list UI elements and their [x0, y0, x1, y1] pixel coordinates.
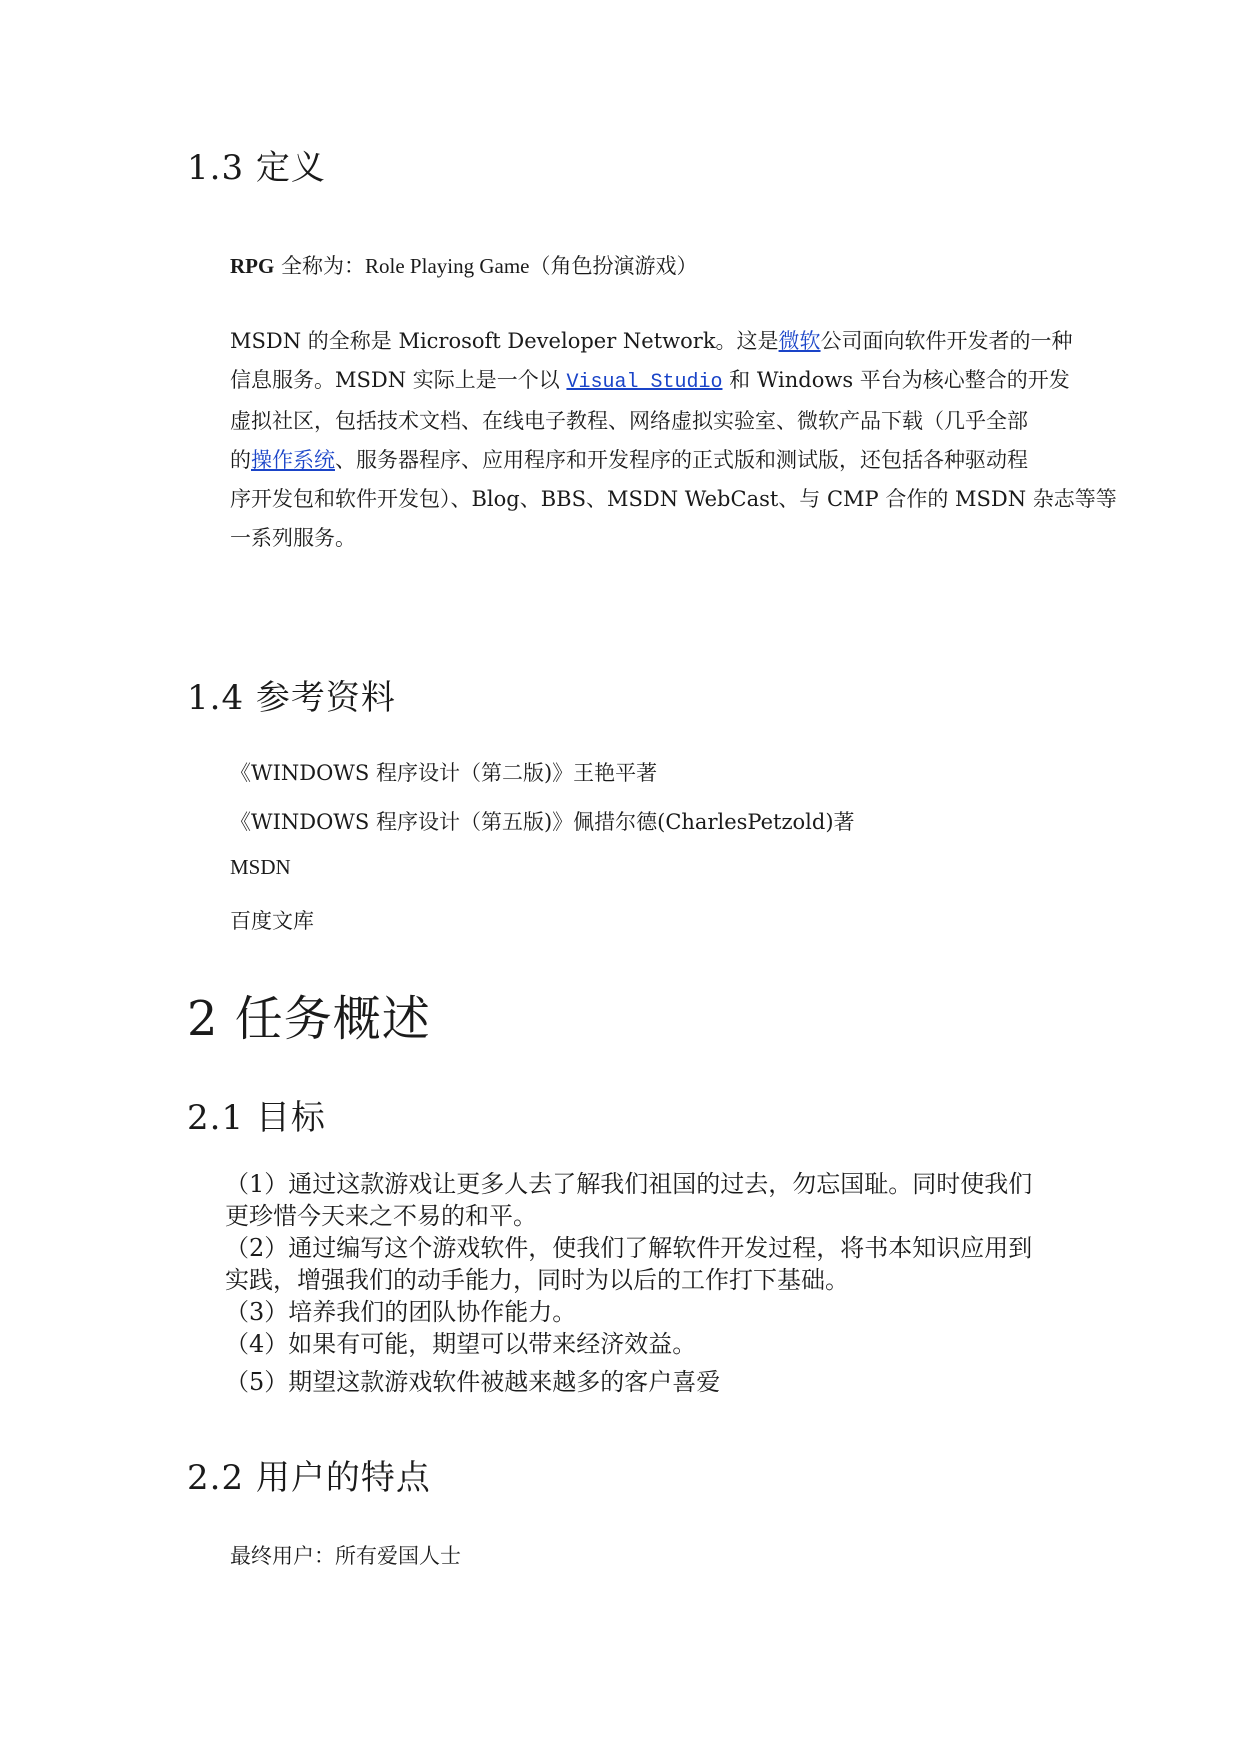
link-visual-studio[interactable]: Visual Studio [566, 371, 723, 394]
msdn-text: 信息服务。MSDN 实际上是一个以 [230, 368, 567, 392]
msdn-text: 的 [230, 448, 251, 472]
goal-line: （5）期望这款游戏软件被越来越多的客户喜爱 [225, 1368, 721, 1396]
msdn-line-6 [230, 519, 1050, 558]
msdn-text: 、服务器程序、应用程序和开发程序的正式版和测试版，还包括各种驱动程 [335, 448, 1028, 472]
goals-list [225, 1168, 1032, 1398]
section-heading-1-4: 1.4 参考资料 [187, 678, 396, 718]
link-microsoft[interactable]: 微软 [778, 329, 821, 353]
rpg-term: RPG [230, 254, 275, 278]
goal-line: （2）通过编写这个游戏软件，使我们了解软件开发过程，将书本知识应用到 [225, 1234, 1033, 1262]
msdn-text: MSDN 的全称是 Microsoft Developer Network。这是 [230, 329, 779, 353]
msdn-text: 一系列服务。 [230, 526, 356, 550]
msdn-text: 公司面向软件开发者的一种 [820, 329, 1073, 353]
msdn-line-5 [230, 480, 1117, 519]
msdn-text: 虚拟社区，包括技术文档、在线电子教程、网络虚拟实验室、微软产品下载（几乎全部 [230, 409, 1028, 433]
msdn-text: 序开发包和软件开发包）、Blog、BBS、MSDN WebCast、与 CMP 合作的 MSDN 杂志等等 [230, 487, 1117, 511]
msdn-line-2 [230, 361, 1070, 402]
msdn-line-3 [230, 402, 1050, 441]
reference-item: MSDN [230, 855, 291, 879]
section-heading-2-1: 2.1 目标 [187, 1098, 326, 1138]
rpg-definition [230, 250, 698, 280]
goal-line: 实践，增强我们的动手能力，同时为以后的工作打下基础。 [225, 1266, 849, 1294]
goal-line: （1）通过这款游戏让更多人去了解我们祖国的过去，勿忘国耻。同时使我们 [225, 1170, 1033, 1198]
msdn-paragraph [230, 322, 1117, 558]
msdn-line-4 [230, 441, 1050, 480]
section-heading-1-3: 1.3 定义 [187, 148, 326, 188]
goal-line: 更珍惜今天来之不易的和平。 [225, 1202, 537, 1230]
section-heading-2-2: 2.2 用户的特点 [187, 1458, 431, 1498]
goal-line: （4）如果有可能，期望可以带来经济效益。 [225, 1330, 697, 1358]
rpg-english: Role Playing Game [365, 254, 530, 278]
end-users-text: 最终用户：所有爱国人士 [230, 1544, 461, 1568]
reference-item: 《WINDOWS 程序设计（第二版)》王艳平著 [230, 761, 658, 785]
reference-item: 百度文库 [230, 909, 314, 933]
reference-item: 《WINDOWS 程序设计（第五版)》佩措尔德(CharlesPetzold)著 [230, 810, 855, 834]
msdn-text: 和 Windows 平台为核心整合的开发 [722, 368, 1070, 392]
link-operating-system[interactable]: 操作系统 [251, 448, 335, 472]
msdn-line-1 [230, 322, 1073, 361]
rpg-paren: （角色扮演游戏） [529, 254, 698, 278]
goal-line: （3）培养我们的团队协作能力。 [225, 1298, 577, 1326]
rpg-label: 全称为： [274, 254, 366, 278]
chapter-heading-2: 2 任务概述 [187, 991, 431, 1047]
